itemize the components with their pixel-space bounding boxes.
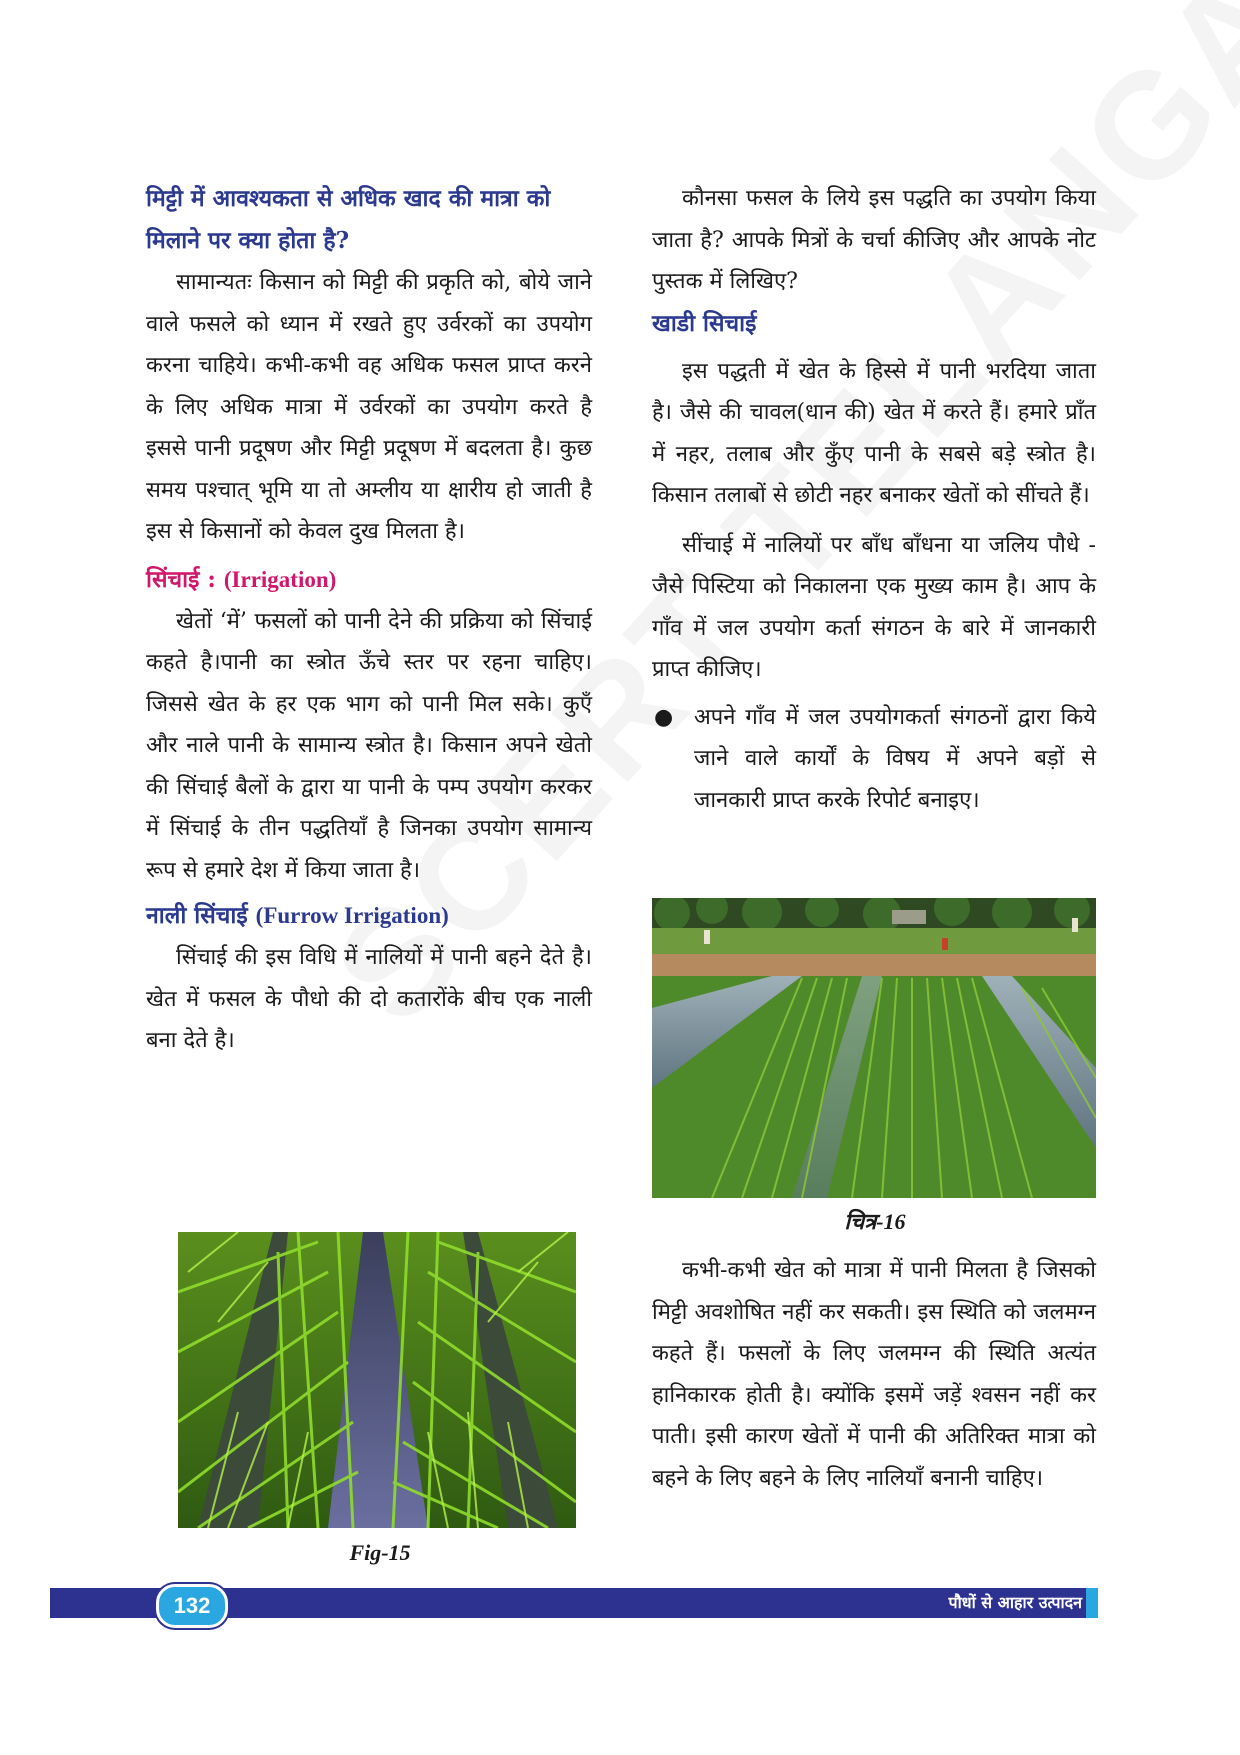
fig-16-paddy-field-photo: [652, 898, 1096, 1198]
heading-flood-irrigation: खाडी सिचाई: [652, 309, 757, 337]
bullet-dot: ●: [654, 704, 674, 730]
right-column-lower: [652, 1250, 1096, 1499]
footer-accent-tab: [1086, 1588, 1098, 1618]
heading-furrow-irrigation: [146, 895, 592, 937]
right-column: [652, 178, 1096, 821]
heading-irrigation-english: (Irrigation): [223, 566, 337, 592]
page-number: 132: [156, 1584, 228, 1628]
heading-furrow-hindi: नाली सिंचाई: [146, 902, 248, 929]
rice-rows-illustration: [178, 1232, 576, 1528]
chapter-title: पौधों से आहार उत्पादन: [948, 1593, 1082, 1612]
paragraph-waterlogging: कभी-कभी खेत को मात्रा में पानी मिलता है जिसको मिट्टी अवशोषित नहीं कर सकती। इस स्थिति को जलमग्न कहते हैं। फसलों के लिए जलमग्न की स्थिति अत्यंत हानिकारक होती है। क्योंकि इसमें जड़ें श्वसन नहीं कर पाती। इसी कारण खेतों में पानी की अतिरिक्त मात्रा को बहने के लिए बहने के लिए नालियाँ बनानी चाहिए।: [652, 1258, 1096, 1491]
paragraph-discussion: कौनसा फसल के लिये इस पद्धति का उपयोग किया जाता है? आपके मित्रों के चर्चा कीजिए और आपके नोट पुस्तक में लिखिए?: [652, 186, 1096, 294]
left-column: [146, 178, 592, 1062]
bullet-activity: [652, 697, 1096, 822]
heading-furrow-english: (Furrow Irrigation): [255, 903, 449, 928]
fig-15-furrow-rice-photo: [178, 1232, 576, 1528]
heading-fertilizer-excess: मिट्टी में आवश्यकता से अधिक खाद की मात्रा को मिलाने पर क्या होता है?: [146, 185, 551, 254]
paragraph-flood-irrigation: इस पद्धती में खेत के हिस्से में पानी भरदिया जाता है। जैसे की चावल(धान की) खेत में करते हैं। हमारे प्राँत में नहर, तलाब और कुँए पानी के सबसे बड़े स्त्रोत है। किसान तलाबों से छोटी नहर बनाकर खेतों को सींचते हैं।: [652, 358, 1096, 508]
bullet-activity-text: अपने गाँव में जल उपयोगकर्ता संगठनों द्वारा किये जाने वाले कार्यों के विषय में अपने बड़ों से जानकारी प्राप्त करके रिपोर्ट बनाइए।: [694, 704, 1096, 813]
fig-16-caption: चित्र-16: [844, 1209, 906, 1234]
paragraph-irrigation: खेतों ‘में’ फसलों को पानी देने की प्रक्रिया को सिंचाई कहते है।पानी का स्त्रोत ऊँचे स्तर पर रहना चाहिए। जिससे खेत के हर एक भाग को पानी मिल सके। कुएँ और नाले पानी के सामान्य स्त्रोत है। किसान अपने खेतो की सिंचाई बैलों के द्वारा या पानी के पम्प उपयोग करकर में सिंचाई के तीन पद्धतियाँ है जिनका उपयोग सामान्य रूप से हमारे देश में किया जाता है।: [146, 608, 592, 883]
heading-irrigation: [146, 559, 592, 601]
paddy-field-illustration: [652, 898, 1096, 1198]
paragraph-water-user-org: सींचाई में नालियों पर बाँध बाँधना या जलिय पौधे - जैसे पिस्टिया को निकालना एक मुख्य काम है। आप के गाँव में जल उपयोग कर्ता संगठन के बारे में जानकारी प्राप्त कीजिए।: [652, 532, 1096, 682]
fig-15-caption: Fig-15: [349, 1540, 411, 1565]
paragraph-furrow: सिंचाई की इस विधि में नालियों में पानी बहने देते है। खेत में फसल के पौधो की दो कतारोंके बीच एक नाली बना देते है।: [146, 945, 592, 1053]
paragraph-fertilizer: सामान्यतः किसान को मिट्टी की प्रकृति को, बोये जाने वाले फसले को ध्यान में रखते हुए उर्वरकों का उपयोग करना चाहिये। कभी-कभी वह अधिक फसल प्राप्त करने के लिए अधिक मात्रा में उर्वरकों का उपयोग करते है इससे पानी प्रदूषण और मिट्टी प्रदूषण में बदलता है। कुछ समय पश्चात् भूमि या तो अम्लीय या क्षारीय हो जाती है इस से किसानों को केवल दुख मिलता है।: [146, 270, 592, 544]
heading-irrigation-hindi: सिंचाई :: [146, 565, 216, 593]
